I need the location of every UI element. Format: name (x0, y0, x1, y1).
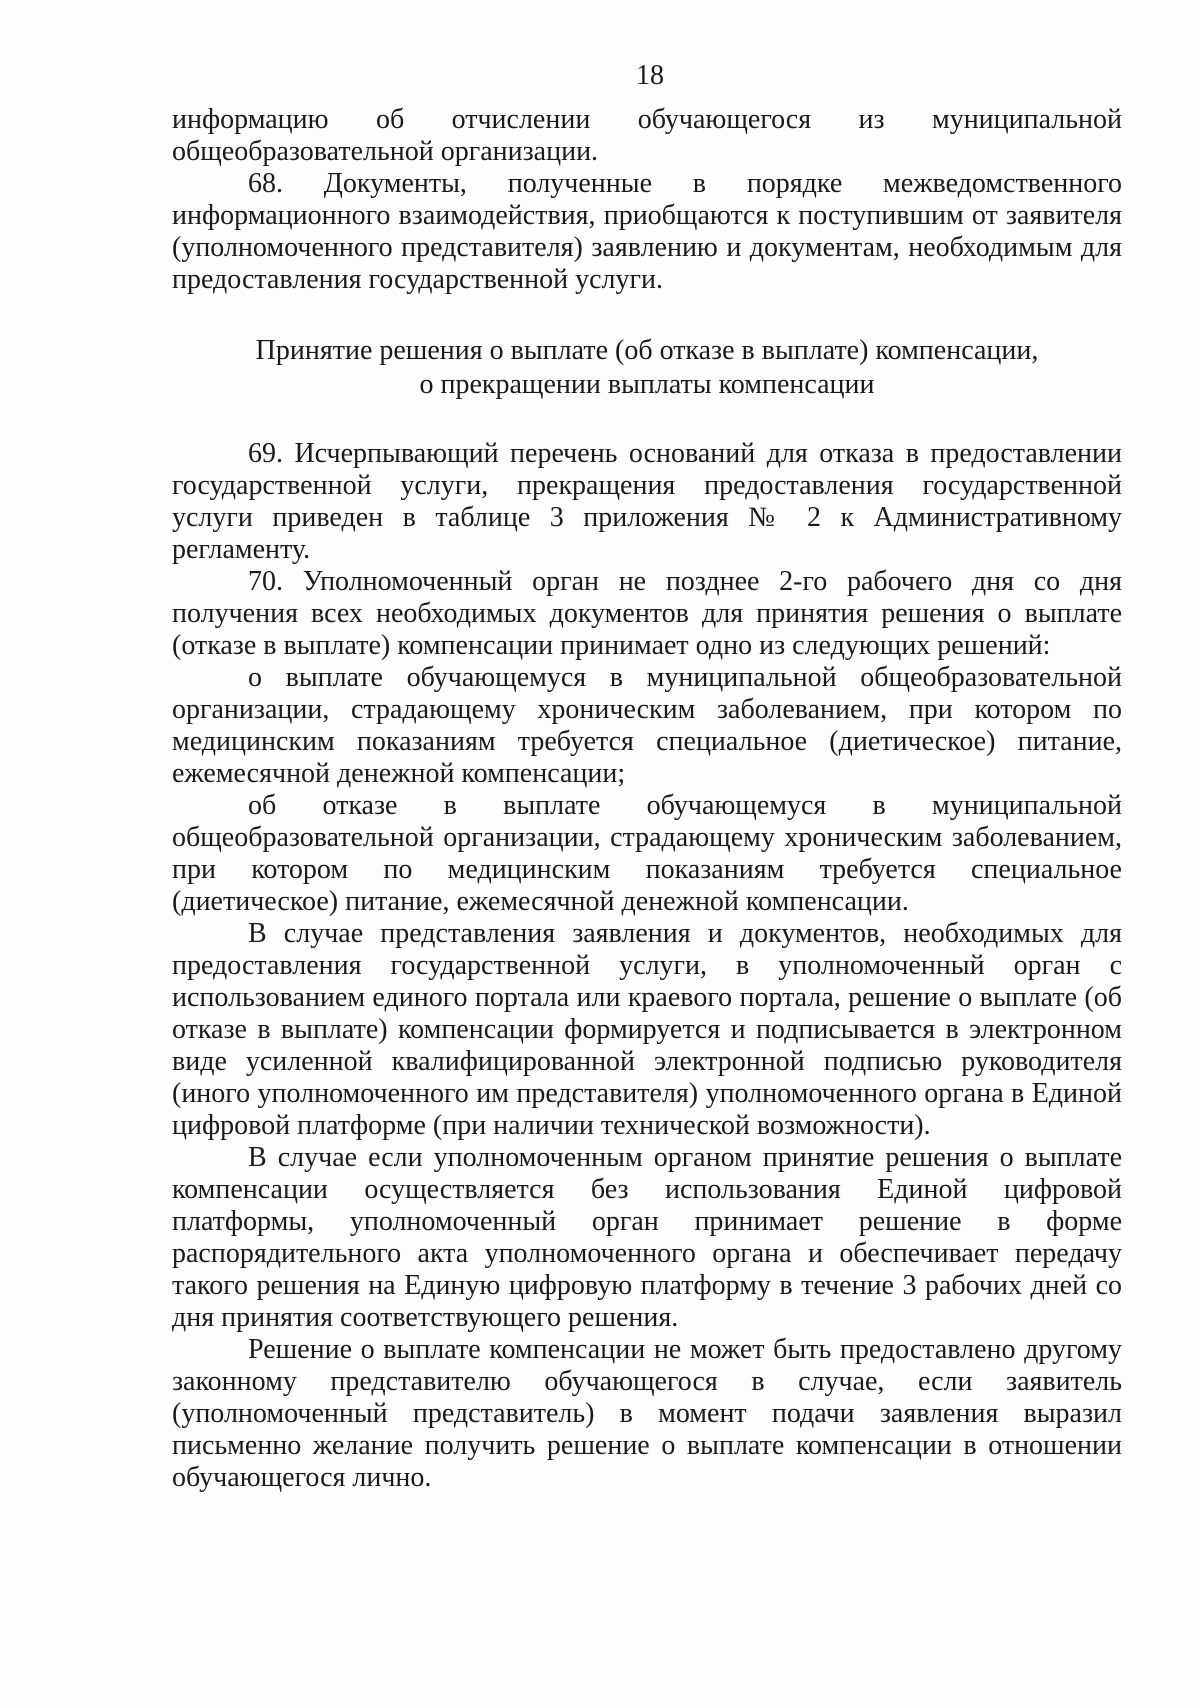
section-heading-line-1: Принятие решения о выплате (об отказе в выплате) компенсации, (255, 335, 1039, 366)
paragraph-personal-decision: Решение о выплате компенсации не может быть предоставлено другому законному представителю обучающегося в случае, если заявитель (уполномоченный представитель) в момент подачи заявления выразил письменно желание получить решение о выплате компенсации в отношении обучающегося лично. (172, 1334, 1122, 1493)
paragraph-decision-payment: о выплате обучающемуся в муниципальной общеобразовательной организации, страдающему хроническим заболеванием, при котором по медицинским показаниям требуется специальное (диетическое) питание, ежемесячной денежной компенсации; (172, 662, 1122, 789)
section-heading (172, 334, 1122, 402)
paragraph-70: 70. Уполномоченный орган не позднее 2-го рабочего дня со дня получения всех необходимых документов для принятия решения о выплате (отказе в выплате) компенсации принимает одно из следующих решений: (172, 566, 1122, 661)
paragraph-without-platform: В случае если уполномоченным органом принятие решения о выплате компенсации осуществляется без использования Единой цифровой платформы, уполномоченный орган принимает решение в форме распорядительного акта уполномоченного органа и обеспечивает передачу такого решения на Единую цифровую платформу в течение 3 рабочих дней со дня принятия соответствующего решения. (172, 1142, 1122, 1333)
section-heading-line-2: о прекращении выплаты компенсации (419, 369, 875, 400)
paragraph-decision-refusal: об отказе в выплате обучающемуся в муниципальной общеобразовательной организации, страдающему хроническим заболеванием, при котором по медицинским показаниям требуется специальное (диетическое) питание, ежемесячной денежной компенсации. (172, 790, 1122, 917)
paragraph-continuation: информацию об отчислении обучающегося из муниципальной общеобразовательной организации. (172, 104, 1122, 167)
paragraph-electronic-signature: В случае представления заявления и документов, необходимых для предоставления государственной услуги, в уполномоченный орган с использованием единого портала или краевого портала, решение о выплате (об отказе в выплате) компенсации формируется и подписывается в электронном виде усиленной квалифицированной электронной подписью руководителя (иного уполномоченного им представителя) уполномоченного органа в Единой цифровой платформе (при наличии технической возможности). (172, 918, 1122, 1141)
paragraph-68: 68. Документы, полученные в порядке межведомственного информационного взаимодействия, приобщаются к поступившим от заявителя (уполномоченного представителя) заявлению и документам, необходимым для предоставления государственной услуги. (172, 168, 1122, 295)
document-body (172, 104, 1122, 1494)
page-number: 18 (636, 60, 664, 91)
paragraph-69: 69. Исчерпывающий перечень оснований для отказа в предоставлении государственной услуги, прекращения предоставления государственной услуги приведен в таблице 3 приложения № 2 к Административному регламенту. (172, 438, 1122, 565)
